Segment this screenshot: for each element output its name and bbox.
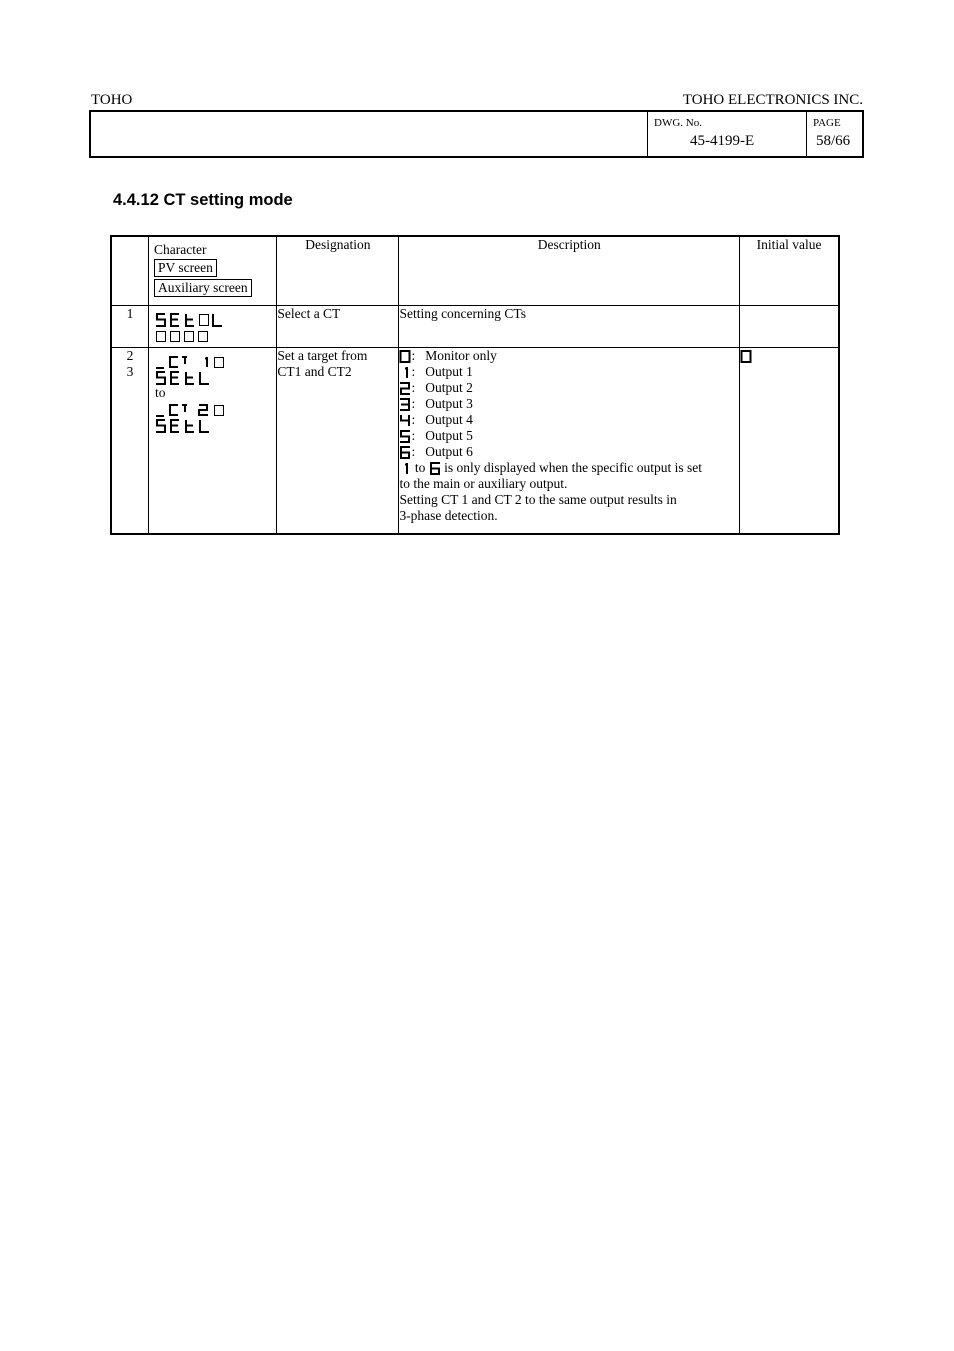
option-item: : Output 3 — [399, 396, 739, 412]
title-block — [89, 110, 864, 158]
page-cell — [806, 112, 863, 156]
row-number — [111, 348, 149, 534]
row-character — [149, 348, 277, 534]
header-number — [111, 236, 149, 306]
header-description: Description — [399, 236, 740, 306]
digit-3-glyph — [399, 398, 411, 411]
table-header-row — [111, 236, 839, 306]
pv-screen-label: PV screen — [154, 259, 217, 277]
option-item: : Output 2 — [399, 380, 739, 396]
digit-0-glyph — [399, 350, 411, 363]
row-number: 1 — [111, 306, 149, 348]
ct1-select-display — [155, 371, 211, 385]
digit-4-glyph — [399, 414, 411, 427]
digit-1-glyph — [399, 462, 411, 475]
option-item: : Output 4 — [399, 412, 739, 428]
header-character — [149, 236, 277, 306]
table-row — [111, 348, 839, 534]
ct1-code-display — [155, 355, 227, 369]
option-item: : Monitor only — [399, 348, 739, 364]
row-number-2: 2 — [126, 348, 134, 363]
row-number-3: 3 — [126, 364, 134, 379]
option-item: : Output 1 — [399, 364, 739, 380]
ct-setting-table — [110, 235, 840, 535]
digit-1-glyph — [399, 366, 411, 379]
header-company-short: TOHO — [91, 92, 133, 108]
note-line-4: 3-phase detection. — [399, 508, 498, 523]
option-item: : Output 5 — [399, 428, 739, 444]
digit-6-glyph — [429, 462, 441, 475]
pv-code-select-display — [155, 313, 225, 327]
section-title: 4.4.12 CT setting mode — [113, 191, 293, 209]
row-description — [399, 348, 740, 534]
header-initial-value: Initial value — [740, 236, 839, 306]
row-designation: Select a CT — [277, 306, 399, 348]
page-label: PAGE — [813, 117, 841, 129]
row-character — [149, 306, 277, 348]
drawing-number-cell — [647, 112, 806, 156]
ct2-select-display — [155, 419, 211, 433]
ct2-code-display — [155, 403, 227, 417]
header-company-full: TOHO ELECTRONICS INC. — [682, 92, 863, 108]
row-initial-value — [740, 348, 839, 534]
aux-screen-label: Auxiliary screen — [154, 279, 252, 297]
row-designation — [277, 348, 399, 534]
note-to-text: to — [414, 460, 426, 475]
designation-line-1: Set a target from — [277, 348, 368, 363]
digit-2-glyph — [399, 382, 411, 395]
to-text: to — [155, 385, 166, 400]
note-line-2: to the main or auxiliary output. — [399, 476, 568, 491]
aux-blank-display — [155, 331, 215, 343]
drawing-number-value: 45-4199-E — [690, 133, 755, 149]
initial-digit-0-glyph — [740, 350, 752, 363]
header-designation: Designation — [277, 236, 399, 306]
option-item: : Output 6 — [399, 444, 739, 460]
drawing-number-label: DWG. No. — [654, 117, 702, 129]
character-label: Character — [154, 242, 207, 257]
digit-6-glyph — [399, 446, 411, 459]
designation-line-2: CT1 and CT2 — [277, 364, 352, 379]
digit-5-glyph — [399, 430, 411, 443]
row-description: Setting concerning CTs — [399, 306, 740, 348]
table-row — [111, 306, 839, 348]
note-line-1 — [399, 460, 739, 476]
note-line-3: Setting CT 1 and CT 2 to the same output results in — [399, 492, 677, 507]
page-number: 58/66 — [816, 133, 851, 149]
row-initial-value — [740, 306, 839, 348]
note-rest-text: is only displayed when the specific output is set — [444, 460, 703, 475]
